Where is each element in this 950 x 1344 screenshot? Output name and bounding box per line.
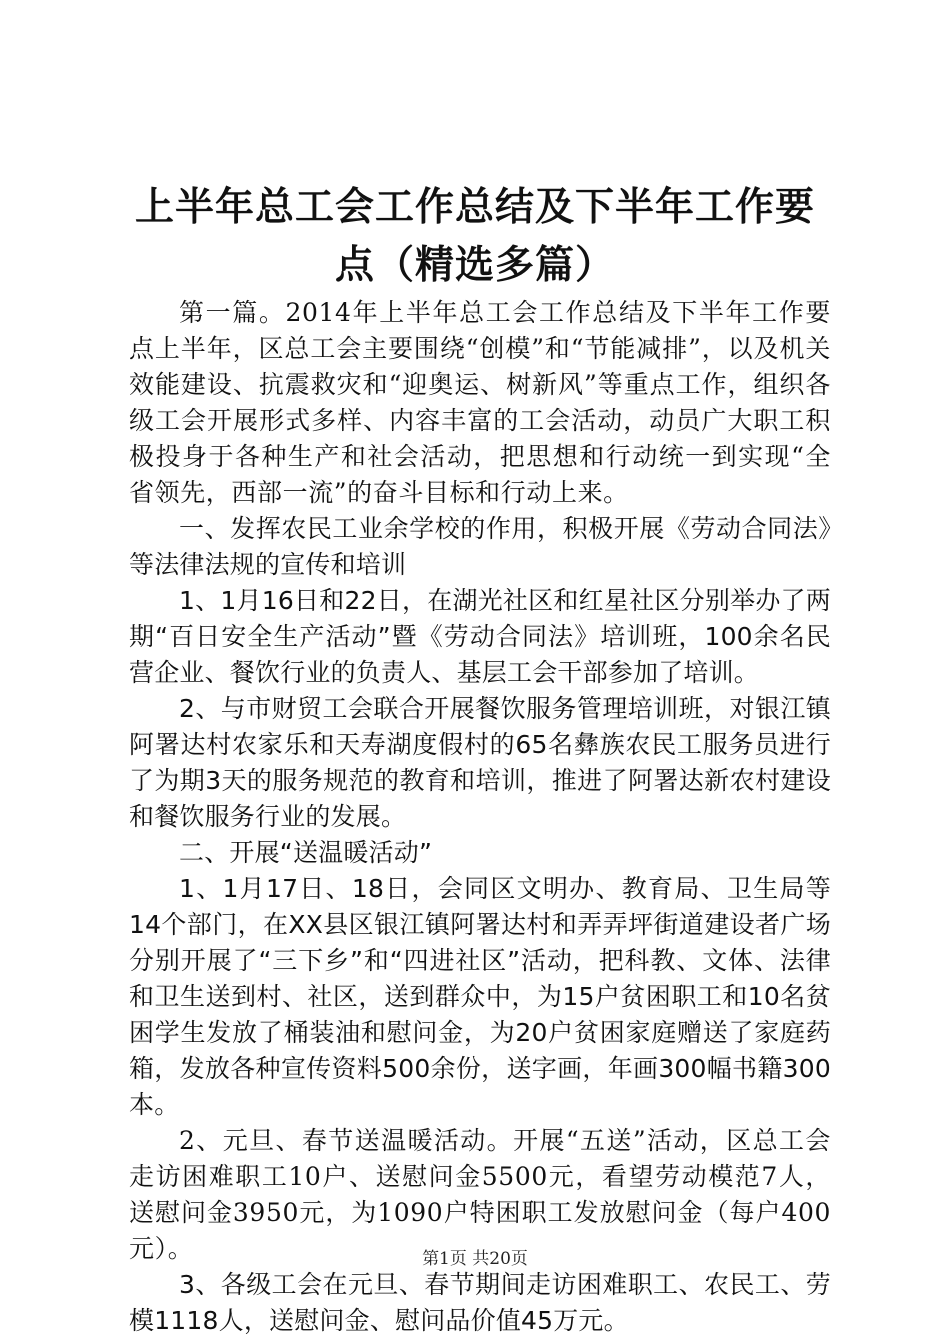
paragraph-item-1-2: 2、与市财贸工会联合开展餐饮服务管理培训班，对银江镇阿署达村农家乐和天寿湖度假村的65名彝族农民工服务员进行了为期3天的服务规范的教育和培训，推进了阿署达新农村建设和餐饮服务行业的发展。 (129, 694, 831, 831)
section-heading-1: 一、发挥农民工业余学校的作用，积极开展《劳动合同法》等法律法规的宣传和培训 (129, 514, 831, 579)
document-title: 上半年总工会工作总结及下半年工作要点（精选多篇） (134, 184, 815, 288)
paragraph-item-2-1: 1、1月17日、18日，会同区文明办、教育局、卫生局等14个部门，在XX县区银江镇阿署达村和弄弄坪街道建设者广场分别开展了“三下乡”和“四进社区”活动，把科教、文体、法律和卫生送到村、社区，送到群众中，为15户贫困职工和10名贫困学生发放了桶装油和慰问金，为20户贫困家庭赠送了家庭药箱，发放各种宣传资料500余份，送字画，年画300幅书籍300本。 (129, 874, 831, 1119)
page-footer: 第1页 共20页 (422, 1249, 528, 1269)
section-heading-2: 二、开展“送温暖活动” (179, 838, 433, 867)
paragraph-intro: 第一篇。2014年上半年总工会工作总结及下半年工作要点上半年，区总工会主要围绕“创模”和“节能减排”，以及机关效能建设、抗震救灾和“迎奥运、树新风”等重点工作，组织各级工会开展形式多样、内容丰富的工会活动，动员广大职工积极投身于各种生产和社会活动，把思想和行动统一到实现“全省领先，西部一流”的奋斗目标和行动上来。 (129, 298, 831, 507)
paragraph-item-2-3: 3、各级工会在元旦、春节期间走访困难职工、农民工、劳模1118人，送慰问金、慰问品价值45万元。 (129, 1270, 831, 1335)
paragraph-item-1-1: 1、1月16日和22日，在湖光社区和红星社区分别举办了两期“百日安全生产活动”暨《劳动合同法》培训班，100余名民营企业、餐饮行业的负责人、基层工会干部参加了培训。 (129, 586, 831, 687)
paragraph-item-2-2: 2、元旦、春节送温暖活动。开展“五送”活动，区总工会走访困难职工10户、送慰问金5500元，看望劳动模范7人，送慰问金3950元，为1090户特困职工发放慰问金（每户400元）。 (129, 1126, 831, 1263)
document-body (129, 295, 831, 1339)
